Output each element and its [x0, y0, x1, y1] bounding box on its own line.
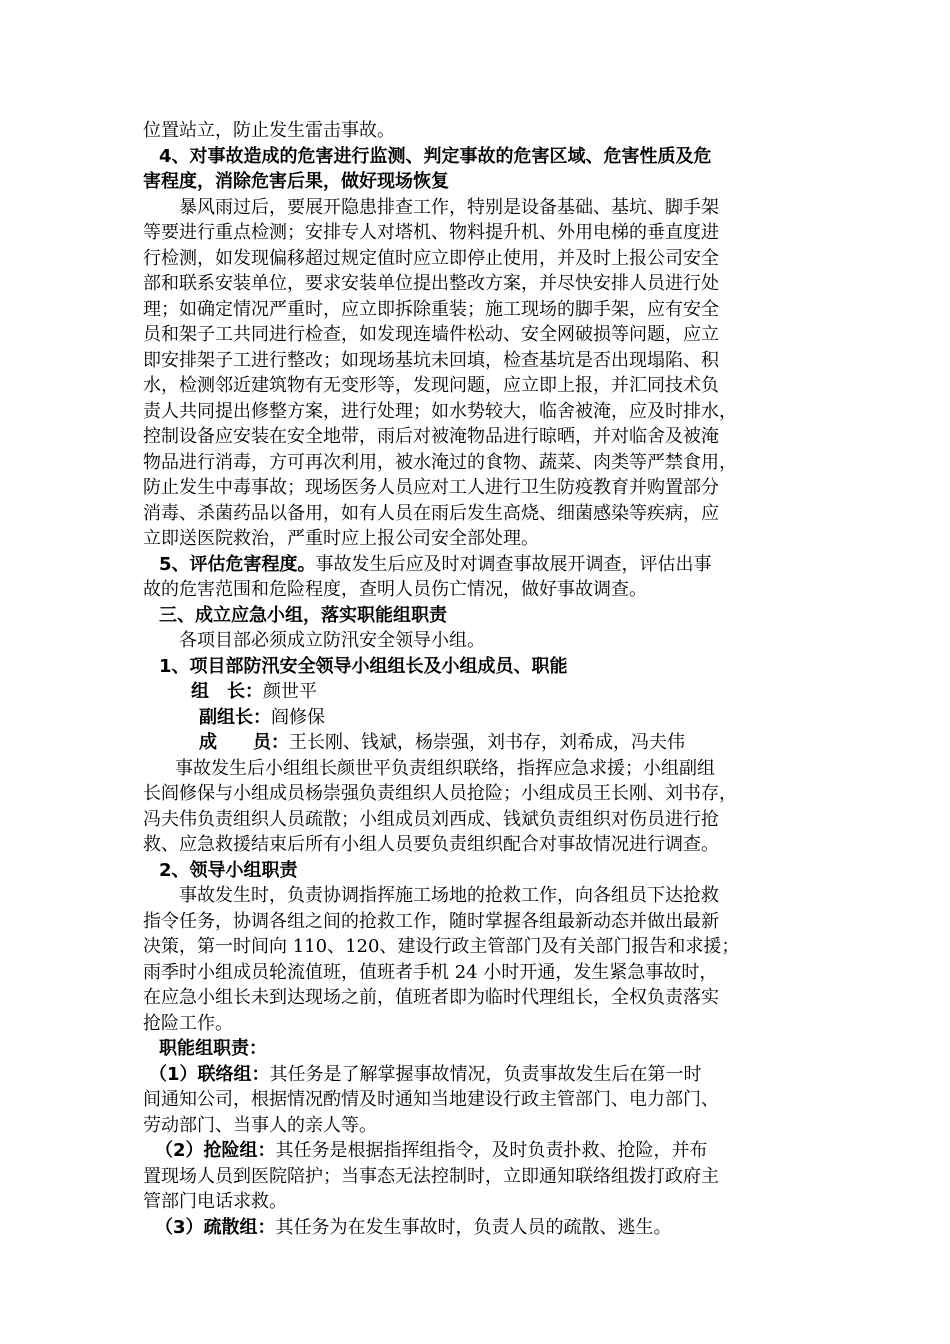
body-line: 救、应急救援结束后所有小组人员要负责组织配合对事故情况进行调查。 — [143, 834, 719, 855]
body-line: 事故发生后小组组长颜世平负责组织联络，指挥应急求援；小组副组 — [175, 757, 715, 779]
body-line: 决策，第一时间向 110、120、建设行政主管部门及有关部门报告和求援； — [143, 936, 740, 957]
leader-name: 颜世平 — [263, 681, 317, 702]
subsection-heading: 职能组职责： — [159, 1038, 267, 1059]
body-line: 物品进行消毒，方可再次利用，被水淹过的食物、蔬菜、肉类等严禁食用， — [143, 451, 737, 473]
body-line: 故的危害范围和危险程度，查明人员伤亡情况，做好事故调查。 — [143, 579, 647, 600]
body-line: 控制设备应安装在安全地带，雨后对被淹物品进行晾晒，并对临舍及被淹 — [143, 426, 719, 447]
document-body — [143, 118, 815, 1240]
deputy-label: 副组长： — [199, 706, 271, 728]
body-line: 等要进行重点检测；安排专人对塔机、物料提升机、外用电梯的垂直度进 — [143, 222, 719, 243]
section-heading: 4、对事故造成的危害进行监测、判定事故的危害区域、危害性质及危 — [159, 145, 712, 167]
leader-line — [143, 679, 815, 705]
body-line: 在应急小组长未到达现场之前，值班者即为临时代理组长，全权负责落实 — [143, 987, 719, 1008]
group-line — [143, 1062, 815, 1088]
body-line: 位置站立，防止发生雷击事故。 — [143, 120, 395, 141]
body-line: 防止发生中毒事故；现场医务人员应对工人进行卫生防疫教育并购置部分 — [143, 477, 719, 498]
group-label: （3）疏散组： — [155, 1216, 276, 1238]
group-line — [143, 1215, 815, 1241]
body-line: 抢险工作。 — [143, 1012, 233, 1034]
chapter-heading: 三、成立应急小组，落实职能组职责 — [159, 604, 447, 626]
group-label: （1）联络组： — [149, 1063, 270, 1085]
body-line: 部和联系安装单位，要求安装单位提出整改方案，并尽快安排人员进行处 — [143, 273, 719, 294]
body-line: 置现场人员到医院陪护；当事态无法控制时，立即通知联络组拨打政府主 — [143, 1165, 719, 1187]
body-line: 劳动部门、当事人的亲人等。 — [143, 1114, 377, 1136]
leader-label: 组 长： — [191, 681, 263, 702]
group-text: 其任务为在发生事故时，负责人员的疏散、逃生。 — [275, 1216, 672, 1238]
group-text: 其任务是根据指挥组指令，及时负责扑救、抢险，并布 — [275, 1140, 708, 1161]
body-line: 员和架子工共同进行检查，如发现连墙件松动、安全网破损等问题，应立 — [143, 324, 719, 345]
section-line — [143, 552, 815, 578]
members-names: 王长刚、钱斌，杨崇强，刘书存，刘希成，冯夫伟 — [289, 732, 685, 753]
section-heading-cont: 害程度，消除危害后果，做好现场恢复 — [143, 171, 449, 192]
body-line: 间通知公司，根据情况酌情及时通知当地建设行政主管部门、电力部门、 — [143, 1089, 719, 1110]
section-heading: 2、领导小组职责 — [159, 859, 298, 881]
body-line: 立即送医院救治，严重时应上报公司安全部处理。 — [143, 528, 539, 549]
body-line: 冯夫伟负责组织人员疏散；小组成员刘西成、钱斌负责组织对伤员进行抢 — [143, 808, 719, 830]
members-line — [143, 730, 815, 756]
body-line: 管部门电话求救。 — [143, 1191, 287, 1212]
body-line: 暴风雨过后，要展开隐患排查工作，特别是设备基础、基坑、脚手架 — [179, 196, 719, 218]
group-label: （2）抢险组： — [155, 1140, 276, 1161]
body-line: 长阎修保与小组成员杨崇强负责组织人员抢险；小组成员王长刚、刘书存， — [143, 783, 737, 804]
body-line: 事故发生时，负责协调指挥施工场地的抢救工作，向各组员下达抢救 — [179, 885, 719, 906]
body-line: 水，检测邻近建筑物有无变形等，发现问题，应立即上报，并汇同技术负 — [143, 375, 719, 396]
members-label: 成 员： — [199, 732, 289, 753]
group-line — [143, 1138, 815, 1164]
section-text: 事故发生后应及时对调查事故展开调查，评估出事 — [315, 553, 712, 575]
deputy-name: 阎修保 — [271, 706, 325, 728]
deputy-line — [143, 705, 815, 731]
body-line: 责人共同提出修整方案，进行处理；如水势较大，临舍被淹，应及时排水， — [143, 400, 737, 422]
body-line: 理；如确定情况严重时，应立即拆除重装；施工现场的脚手架，应有安全 — [143, 298, 719, 320]
body-line: 消毒、杀菌药品以备用，如有人员在雨后发生高烧、细菌感染等疾病，应 — [143, 502, 719, 524]
group-text: 其任务是了解掌握事故情况，负责事故发生后在第一时 — [269, 1063, 702, 1085]
body-line: 各项目部必须成立防汛安全领导小组。 — [179, 630, 485, 651]
body-line: 即安排架子工进行整改；如现场基坑未回填，检查基坑是否出现塌陷、积 — [143, 349, 719, 371]
section-heading: 1、项目部防汛安全领导小组组长及小组成员、职能 — [159, 655, 568, 677]
section-heading: 5、评估危害程度。 — [159, 553, 316, 575]
body-line: 指令任务，协调各组之间的抢救工作，随时掌握各组最新动态并做出最新 — [143, 910, 719, 932]
body-line: 行检测，如发现偏移超过规定值时应立即停止使用，并及时上报公司安全 — [143, 247, 719, 269]
body-line: 雨季时小组成员轮流值班，值班者手机 24 小时开通，发生紧急事故时， — [143, 961, 718, 983]
